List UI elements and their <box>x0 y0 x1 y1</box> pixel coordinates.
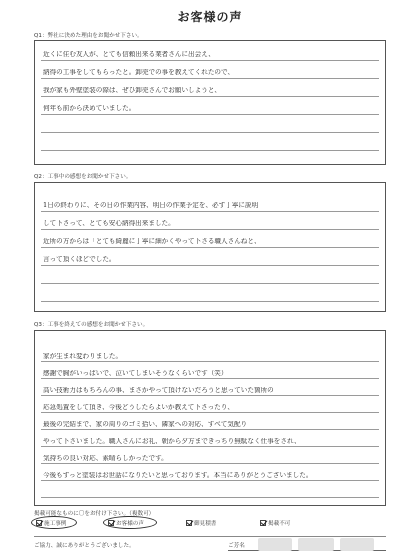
handwritten-line: 近所の方からは「とても綺麗に丁寧に細かくやって下さる職人さんねと、 <box>43 238 261 245</box>
ruled-line <box>41 395 379 396</box>
ruled-line <box>41 497 379 498</box>
ruled-line <box>41 211 379 212</box>
ruled-line <box>41 96 379 97</box>
handwritten-line: 我が家も外壁塗装の際は、ぜひ卸売さんでお願いしようと、 <box>43 87 222 94</box>
answer-box-q2 <box>34 182 386 312</box>
handwritten-line: 気持ちの良い対応、素晴らしかったです。 <box>43 455 168 462</box>
name-label: ご芳名 <box>228 543 245 549</box>
publish-label: 掲載可能なものに〇をお付け下さい。（複数可） <box>34 511 155 517</box>
checkbox[interactable] <box>108 520 114 526</box>
ruled-line <box>41 60 379 61</box>
page-title: お客様の声 <box>177 10 243 24</box>
ruled-line <box>41 150 379 151</box>
ruled-line <box>41 429 379 430</box>
question-3-label: Q3：工事を終えての感想をお聞かせ下さい。 <box>34 322 149 328</box>
question-2-label: Q2：工事中の感想をお聞かせ下さい。 <box>34 174 132 180</box>
handwritten-line: 感謝で胸がいっぱいで、泣いてしまいそうなくらいです（笑） <box>43 370 228 377</box>
bottom-rule <box>34 536 386 537</box>
ruled-line <box>41 114 379 115</box>
ruled-line <box>41 247 379 248</box>
ruled-line <box>41 361 379 362</box>
ruled-line <box>41 229 379 230</box>
handwritten-line: 何年も前から決めていました。 <box>43 105 136 112</box>
redacted-name-block <box>258 538 292 551</box>
option-label: 御見積書 <box>194 521 217 527</box>
thanks-text: ご協力、誠にありがとうございました。 <box>34 543 135 549</box>
option-estimate[interactable] <box>186 519 216 527</box>
handwritten-line: 応急処置をして頂き、今後どうしたらよいか教えて下さったり、 <box>43 404 234 411</box>
ruled-line <box>41 283 379 284</box>
handwritten-line: 今後もずっと塗装はお世話になりたいと思っております。本当にありがとうございました。 <box>43 472 313 479</box>
handwritten-line: して下さって、とても安心納得出来ました。 <box>43 220 175 227</box>
handwritten-line: 納得の工事をしてもらったと。卸売での事を教えてくれたので、 <box>43 69 235 76</box>
handwritten-line: 近くに住む友人が、とても信頼出来る業者さんに出会え、 <box>43 51 215 58</box>
ruled-line <box>41 301 379 302</box>
option-label: お客様の声 <box>116 521 144 527</box>
handwritten-line: やって下さいました。職人さんにお礼、朝から夕方まできっちり無駄なく仕事をされ、 <box>43 438 301 445</box>
option-customer-voice[interactable] <box>108 519 144 527</box>
question-1-label: Q1：弊社に決めた理由をお聞かせ下さい。 <box>34 33 143 39</box>
handwritten-line: 高い技術力はもちろんの事、まさかやって頂けないだろうと思っていた箇所の <box>43 387 274 394</box>
checkbox[interactable] <box>260 520 266 526</box>
redacted-name-block <box>298 538 334 551</box>
ruled-line <box>41 378 379 379</box>
handwritten-line: 言って頂くほどでした。 <box>43 256 116 263</box>
redacted-name-block <box>340 538 374 551</box>
checkbox[interactable] <box>36 520 42 526</box>
ruled-line <box>41 78 379 79</box>
answer-box-q3 <box>34 330 386 506</box>
checkbox[interactable] <box>186 520 192 526</box>
ruled-line <box>41 132 379 133</box>
ruled-line <box>41 265 379 266</box>
ruled-line <box>41 480 379 481</box>
publish-options <box>34 519 386 529</box>
option-label: 掲載不可 <box>268 521 291 527</box>
option-not-allowed[interactable] <box>260 519 290 527</box>
ruled-line <box>41 446 379 447</box>
handwritten-line: 最後の完結まで、家の周りのゴミ拾い、隣家への対応、すべて気配り <box>43 421 248 428</box>
handwritten-line: 家が生まれ変わりました。 <box>43 353 123 360</box>
ruled-line <box>41 463 379 464</box>
option-label: 施工事例 <box>44 521 67 527</box>
ruled-line <box>41 412 379 413</box>
answer-box-q1 <box>34 40 386 165</box>
option-construction-example[interactable] <box>36 519 66 527</box>
handwritten-line: 1日の終わりに、その日の作業内容、明日の作業予定を、必ず丁寧に説明 <box>43 202 259 209</box>
